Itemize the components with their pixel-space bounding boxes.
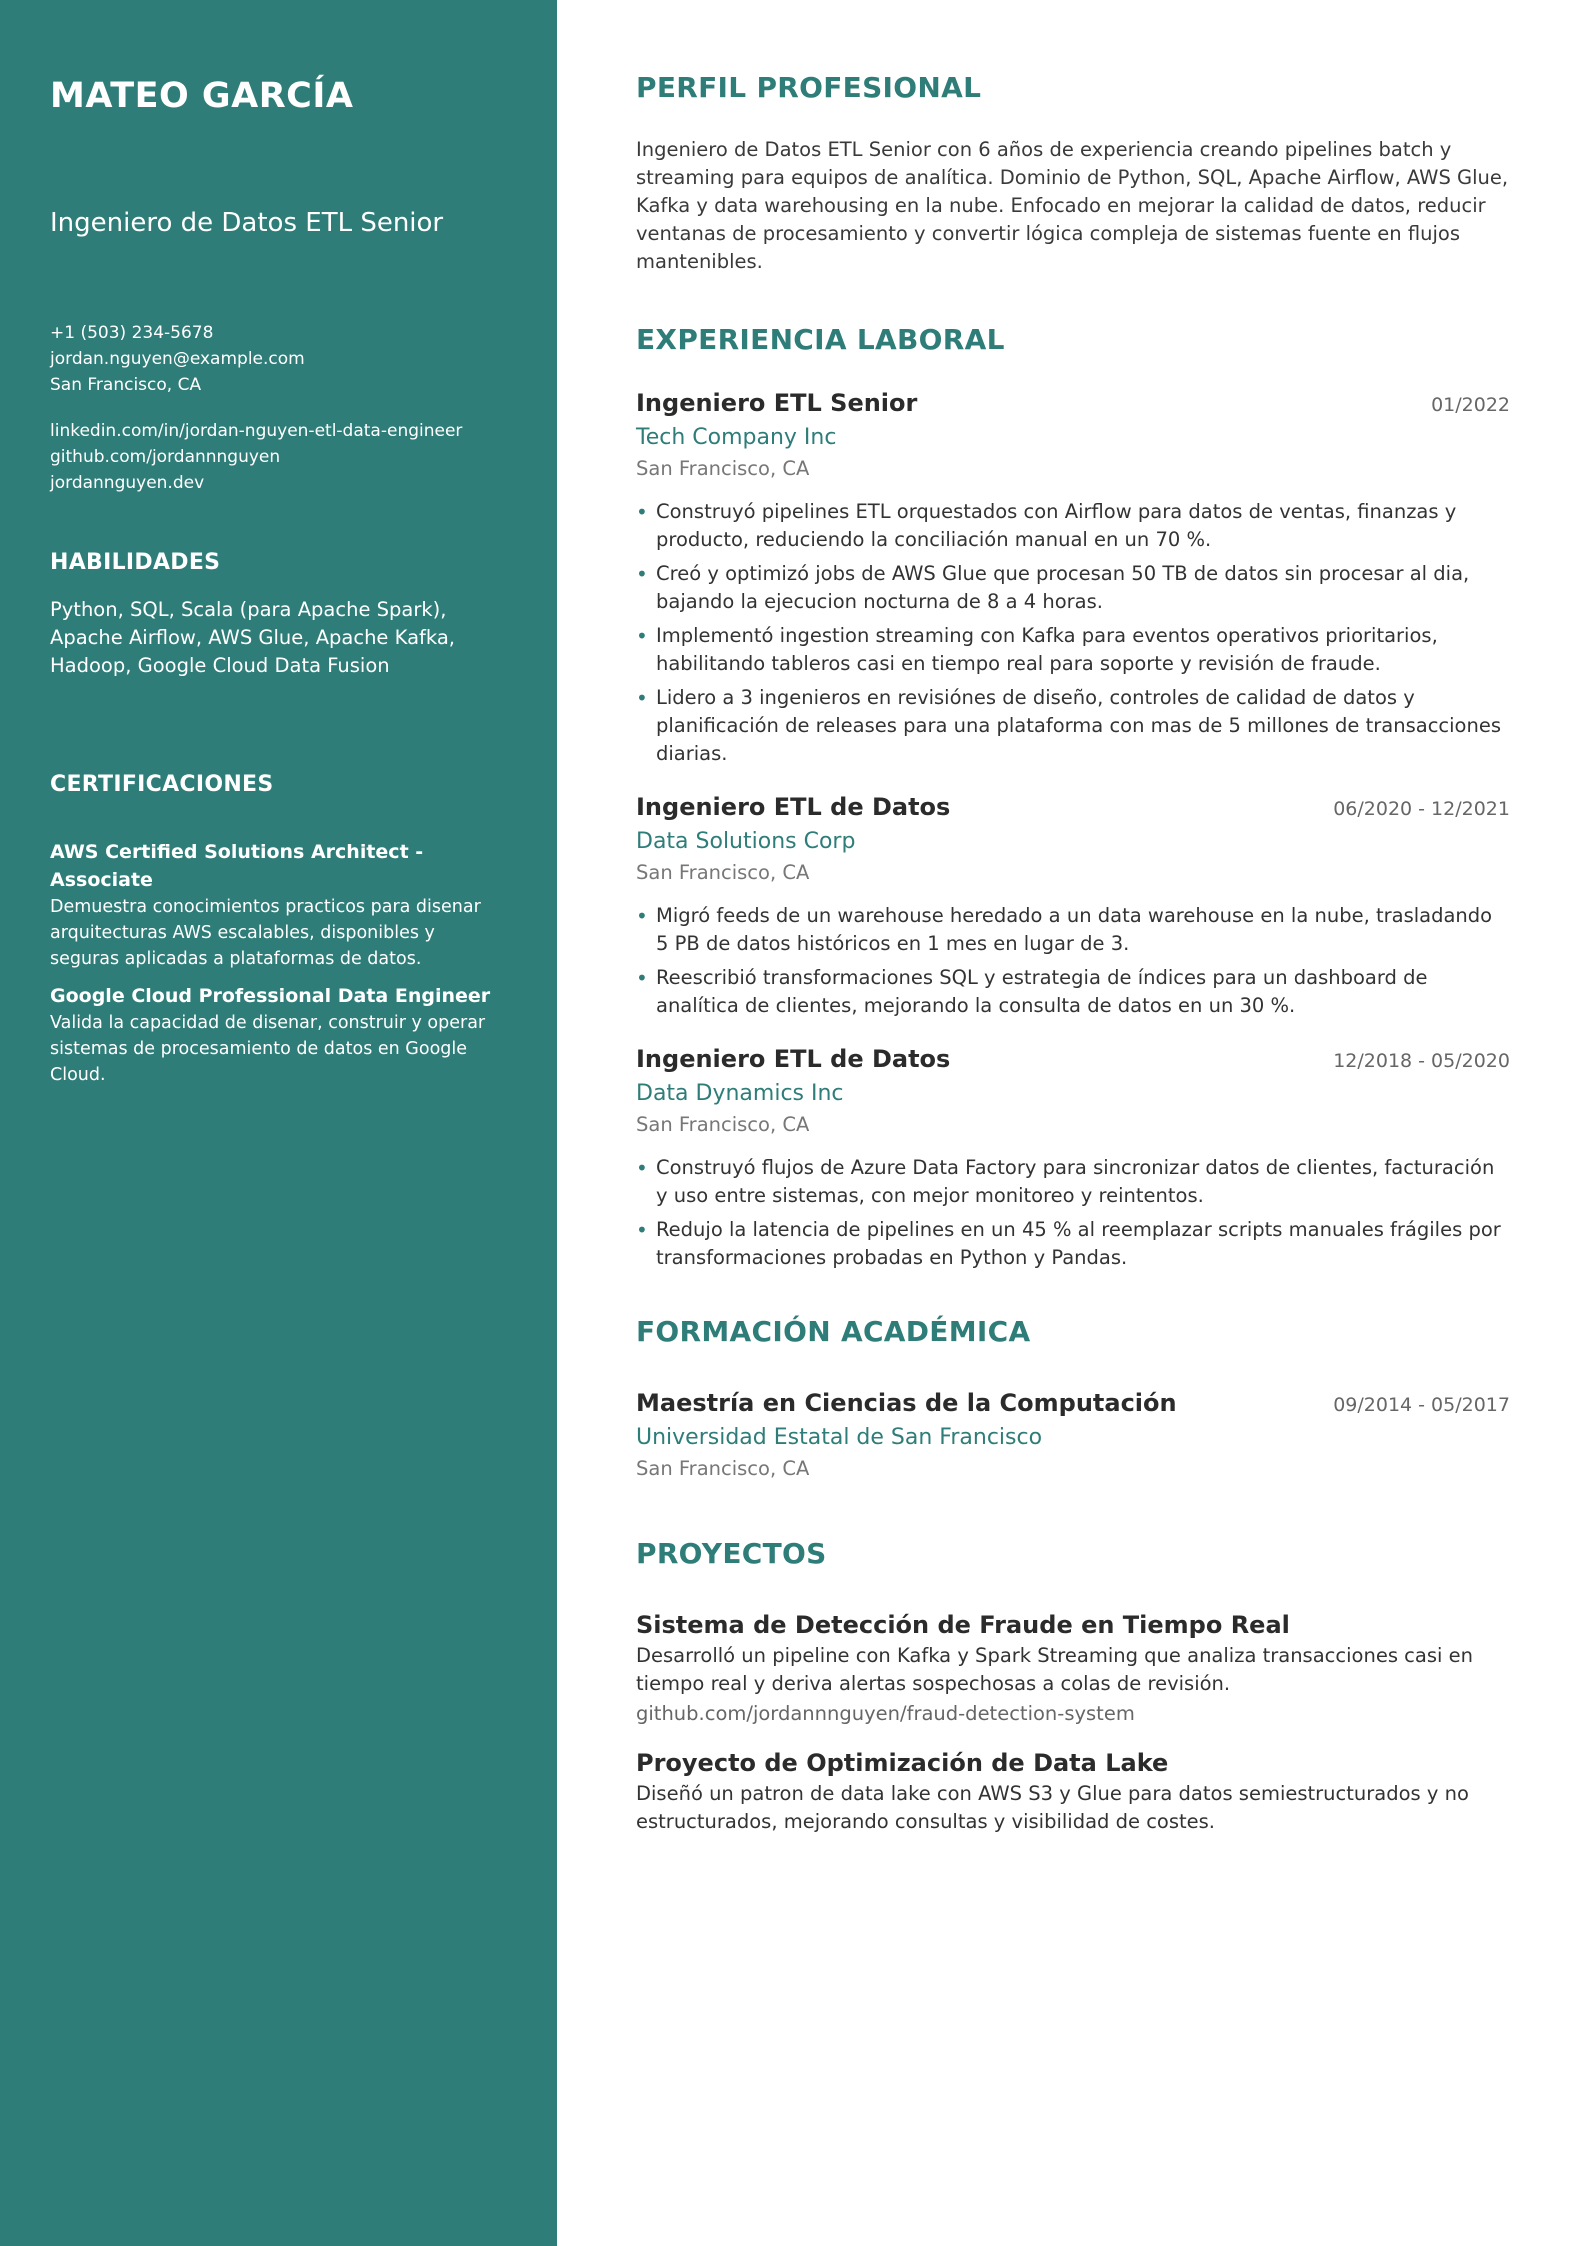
job-location: San Francisco, CA xyxy=(636,1113,810,1136)
certifications-list xyxy=(50,838,507,1088)
job-dates: 06/2020 - 12/2021 xyxy=(1333,798,1510,820)
bullet-icon: • xyxy=(636,904,648,928)
bullet-icon: • xyxy=(636,1218,648,1242)
job-company: Data Dynamics Inc xyxy=(636,1081,844,1106)
project-title: Sistema de Detección de Fraude en Tiempo Real xyxy=(636,1611,1290,1639)
project-description: Diseñó un patron de data lake con AWS S3 y Glue para datos semiestructurados y no estructurados, mejorando consultas y visibilidad de costes. xyxy=(636,1782,1469,1833)
project-entry xyxy=(636,1746,1510,1836)
project-entry xyxy=(636,1608,1510,1730)
contact-info xyxy=(50,320,507,398)
certification-description: Demuestra conocimientos practicos para disenar arquitecturas AWS escalables, disponibles y seguras aplicadas a plataformas de datos. xyxy=(50,897,481,969)
sidebar xyxy=(0,0,557,2246)
job-company: Tech Company Inc xyxy=(636,425,837,450)
certifications-heading: CERTIFICACIONES xyxy=(50,772,274,797)
location: San Francisco, CA xyxy=(50,375,202,395)
job-achievements xyxy=(636,498,1510,768)
list-item: • Construyó pipelines ETL orquestados con Airflow para datos de ventas, finanzas y producto, reduciendo la conciliación manual en un 70 %. xyxy=(636,500,1457,551)
list-item: • Migró feeds de un warehouse heredado a un data warehouse en la nube, trasladando 5 PB de datos históricos en 1 mes en lugar de 3. xyxy=(636,904,1493,955)
profile-summary: Ingeniero de Datos ETL Senior con 6 años de experiencia creando pipelines batch y streaming para equipos de analítica. Dominio de Python, SQL, Apache Airflow, AWS Glue, Kafka y data warehousing en la nube. Enfocado en mejorar la calidad de datos, reducir ventanas de procesamiento y convertir lógica compleja de sistemas fuente en flujos mantenibles. xyxy=(636,138,1509,273)
bullet-icon: • xyxy=(636,1156,648,1180)
degree-name: Maestría en Ciencias de la Computación xyxy=(636,1389,1177,1417)
certification-name: AWS Certified Solutions Architect - Associate xyxy=(50,841,424,891)
bullet-icon: • xyxy=(636,624,648,648)
list-item: • Construyó flujos de Azure Data Factory para sincronizar datos de clientes, facturación y uso entre sistemas, con mejor monitoreo y reintentos. xyxy=(636,1156,1495,1207)
candidate-title: Ingeniero de Datos ETL Senior xyxy=(50,208,444,238)
job-role: Ingeniero ETL de Datos xyxy=(636,1045,951,1073)
bullet-icon: • xyxy=(636,562,648,586)
profile-links xyxy=(50,418,507,496)
school-location: San Francisco, CA xyxy=(636,1457,810,1480)
job-achievements xyxy=(636,1154,1510,1272)
education-entry xyxy=(636,1386,1510,1484)
job-location: San Francisco, CA xyxy=(636,861,810,884)
job-location: San Francisco, CA xyxy=(636,457,810,480)
project-title: Proyecto de Optimización de Data Lake xyxy=(636,1749,1169,1777)
bullet-icon: • xyxy=(636,966,648,990)
list-item: • Lidero a 3 ingenieros en revisiónes de diseño, controles de calidad de datos y planificación de releases para una plataforma con mas de 5 millones de transacciones diarias. xyxy=(636,686,1501,765)
bullet-icon: • xyxy=(636,500,648,524)
job-role: Ingeniero ETL de Datos xyxy=(636,793,951,821)
profile-heading: PERFIL PROFESIONAL xyxy=(636,71,982,104)
job-entry xyxy=(636,790,1510,1020)
certification-item xyxy=(50,982,507,1088)
list-item: • Reescribió transformaciones SQL y estrategia de índices para un dashboard de analítica de clientes, mejorando la consulta de datos en un 30 %. xyxy=(636,966,1428,1017)
project-description: Desarrolló un pipeline con Kafka y Spark Streaming que analiza transacciones casi en tiempo real y deriva alertas sospechosas a colas de revisión. xyxy=(636,1644,1473,1695)
website-link[interactable]: jordannguyen.dev xyxy=(50,473,205,493)
job-entry xyxy=(636,386,1510,768)
job-achievements xyxy=(636,902,1510,1020)
projects-heading: PROYECTOS xyxy=(636,1537,827,1570)
job-role: Ingeniero ETL Senior xyxy=(636,389,918,417)
education-dates: 09/2014 - 05/2017 xyxy=(1333,1394,1510,1416)
job-dates: 12/2018 - 05/2020 xyxy=(1333,1050,1510,1072)
skills-heading: HABILIDADES xyxy=(50,550,221,575)
list-item: • Redujo la latencia de pipelines en un 45 % al reemplazar scripts manuales frágiles por transformaciones probadas en Python y Pandas. xyxy=(636,1218,1501,1269)
github-link[interactable]: github.com/jordannnguyen xyxy=(50,447,281,467)
projects-list xyxy=(636,1608,1510,1836)
email-address: jordan.nguyen@example.com xyxy=(50,349,305,369)
job-entry xyxy=(636,1042,1510,1272)
bullet-icon: • xyxy=(636,686,648,710)
linkedin-link[interactable]: linkedin.com/in/jordan-nguyen-etl-data-engineer xyxy=(50,421,463,441)
list-item: • Creó y optimizó jobs de AWS Glue que procesan 50 TB de datos sin procesar al dia, bajando la ejecucion nocturna de 8 a 4 horas. xyxy=(636,562,1470,613)
candidate-name: MATEO GARCÍA xyxy=(50,76,354,116)
phone-number: +1 (503) 234-5678 xyxy=(50,323,214,343)
experience-heading: EXPERIENCIA LABORAL xyxy=(636,323,1005,356)
school-name: Universidad Estatal de San Francisco xyxy=(636,1425,1043,1450)
skills-list: Python, SQL, Scala (para Apache Spark), Apache Airflow, AWS Glue, Apache Kafka, Hadoop, Google Cloud Data Fusion xyxy=(50,598,455,677)
job-company: Data Solutions Corp xyxy=(636,829,856,854)
list-item: • Implementó ingestion streaming con Kafka para eventos operativos prioritarios, habilitando tableros casi en tiempo real para soporte y revisión de fraude. xyxy=(636,624,1438,675)
certification-description: Valida la capacidad de disenar, construir y operar sistemas de procesamiento de datos en Google Cloud. xyxy=(50,1013,486,1085)
project-link[interactable]: github.com/jordannnguyen/fraud-detection-system xyxy=(636,1702,1135,1725)
education-heading: FORMACIÓN ACADÉMICA xyxy=(636,1315,1031,1348)
main-content xyxy=(636,0,1510,2246)
certification-name: Google Cloud Professional Data Engineer xyxy=(50,985,491,1007)
certification-item xyxy=(50,838,507,972)
job-dates: 01/2022 xyxy=(1431,394,1510,416)
experience-list xyxy=(636,386,1510,1272)
